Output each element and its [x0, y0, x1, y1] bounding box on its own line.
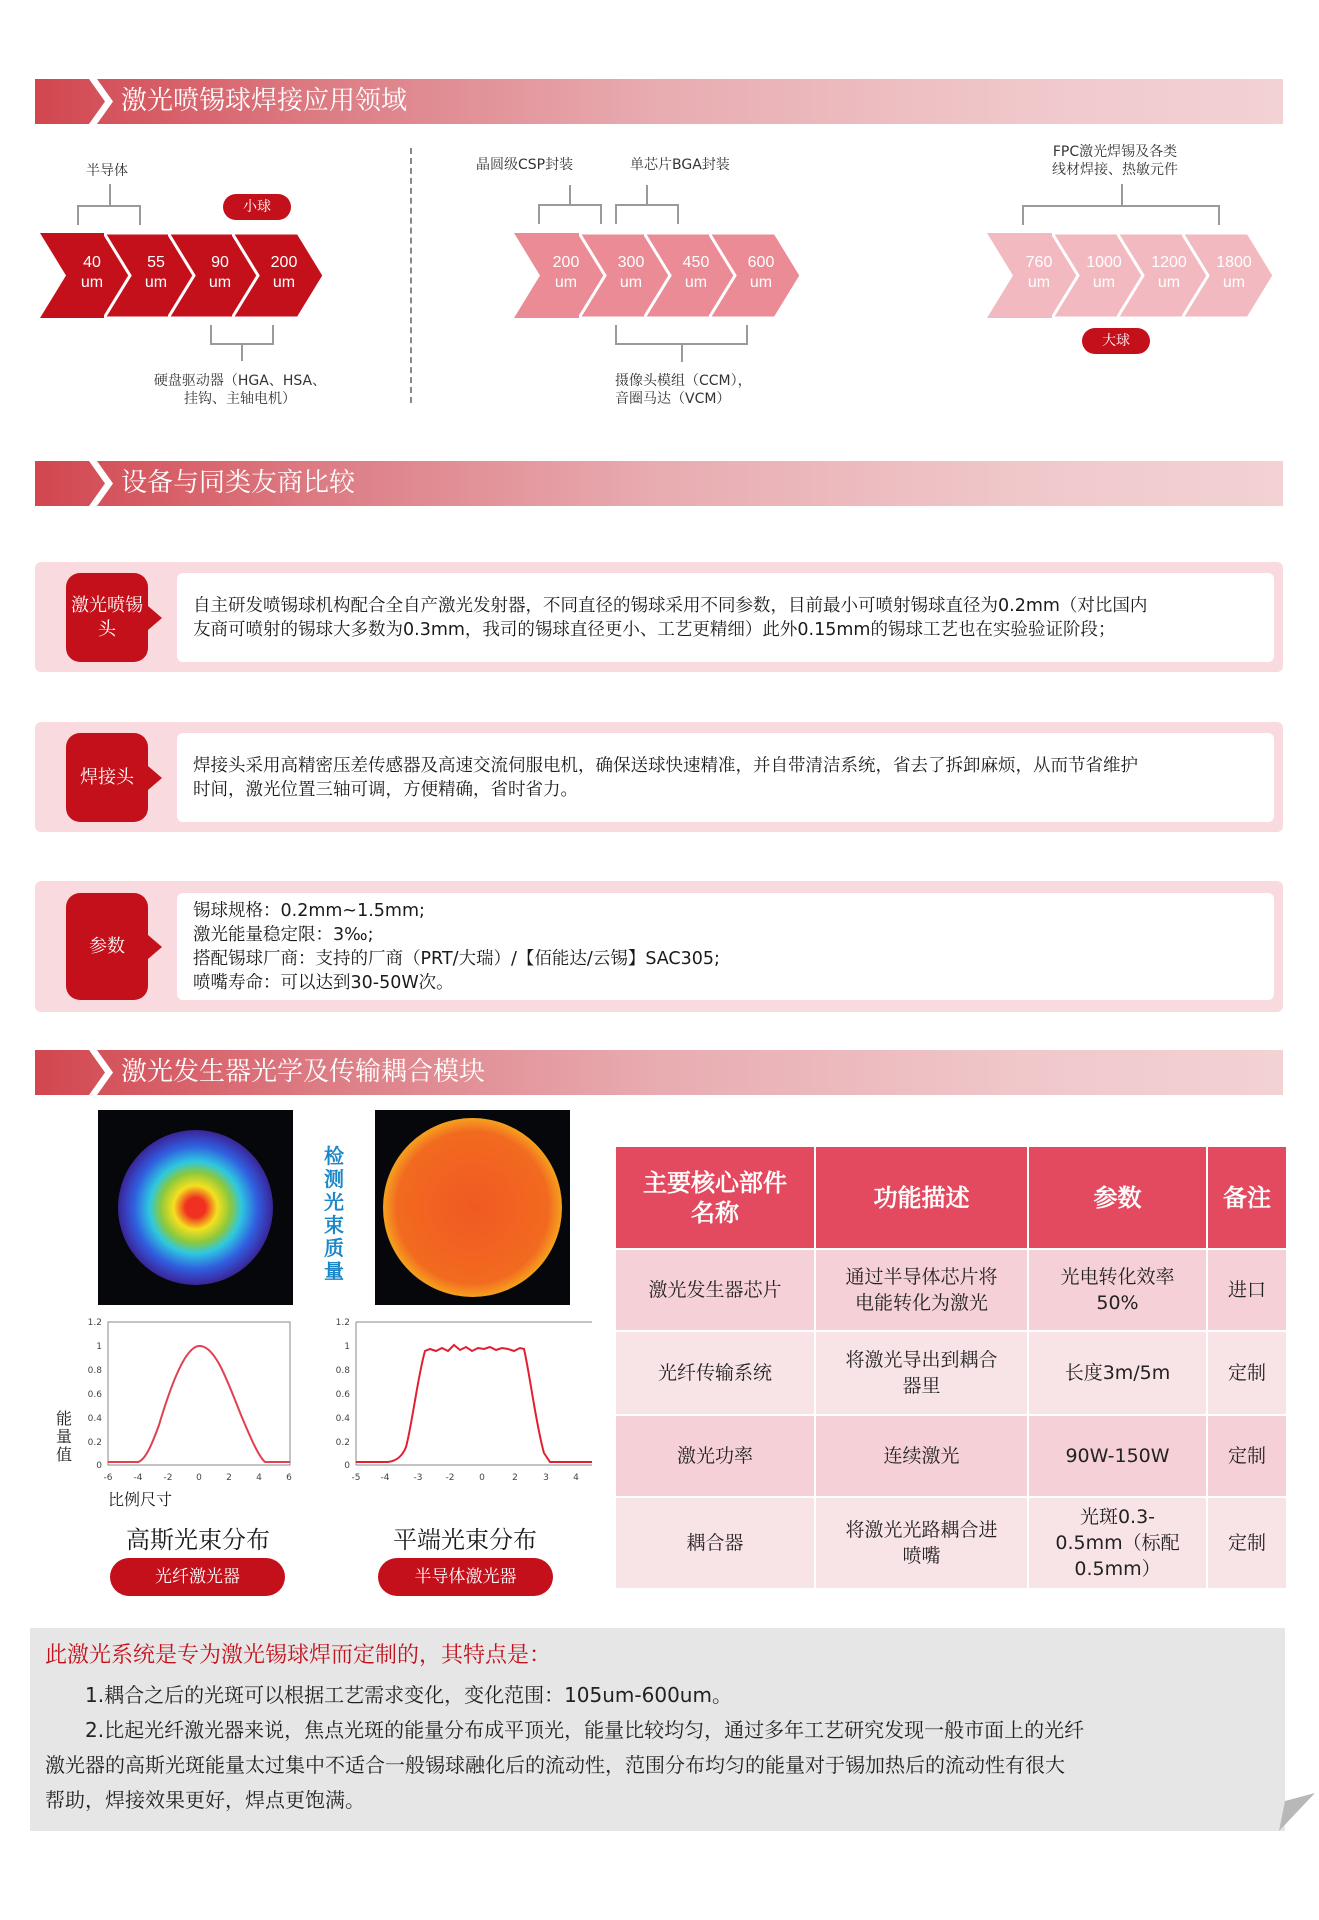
section-header-laser-module: [35, 1050, 1283, 1095]
bracket: [1022, 205, 1220, 225]
label-bga: 单芯片BGA封装: [630, 157, 730, 173]
x-axis-label: 比例尺寸: [108, 1490, 173, 1509]
chevron-600um: 600 um: [709, 233, 799, 318]
table-row: [616, 1416, 1286, 1496]
svg-text:1: 1: [96, 1342, 102, 1352]
svg-text:0.8: 0.8: [335, 1366, 350, 1376]
bracket: [538, 204, 602, 224]
cell-param: 长度3m/5m: [1029, 1332, 1206, 1414]
cell-param: 光斑0.3- 0.5mm（标配 0.5mm）: [1029, 1498, 1206, 1588]
chevron-55um: 55 um: [104, 233, 194, 318]
bracket: [77, 205, 141, 225]
tab-notch: [148, 935, 162, 959]
chevron-90um: 90 um: [168, 233, 258, 318]
bracket-stem: [1121, 184, 1123, 206]
svg-text:0.2: 0.2: [87, 1438, 102, 1448]
cell-desc: 通过半导体芯片将 电能转化为激光: [816, 1250, 1027, 1330]
cell-name: 耦合器: [616, 1498, 814, 1588]
feature-description: 焊接头采用高精密压差传感器及高速交流伺服电机，确保送球快速精准，并自带清洁系统，省去了拆卸麻烦，从而节省维护 时间，激光位置三轴可调，方便精确，省时省力。: [177, 733, 1274, 822]
svg-text:2: 2: [512, 1473, 518, 1483]
column-header-params: 参数: [1029, 1147, 1206, 1248]
feature-description: 自主研发喷锡球机构配合全自产激光发射器，不同直径的锡球采用不同参数，目前最小可喷射锡球直径为0.2mm（对比国内 友商可喷射的锡球大多数为0.3mm，我司的锡球直径更小、工艺更精细）此外0.15mm的锡球工艺也在实验验证阶段；: [177, 573, 1274, 662]
chevron-300um: 300 um: [579, 233, 669, 318]
large-ball-badge: 大球: [1082, 328, 1150, 354]
bracket-stem: [241, 344, 243, 361]
svg-text:0: 0: [344, 1461, 350, 1471]
chevron-40um: 40 um: [40, 233, 130, 318]
feature-tab-label: 激光喷锡头: [66, 573, 148, 662]
core-components-table: [614, 1145, 1288, 1590]
feature-card-nozzle: [35, 562, 1283, 672]
section-header-applications: [35, 79, 1283, 124]
svg-text:0.4: 0.4: [335, 1414, 350, 1424]
cell-note: 进口: [1208, 1250, 1286, 1330]
small-ball-badge: 小球: [223, 194, 291, 220]
cell-desc: 将激光光路耦合进 喷嘴: [816, 1498, 1027, 1588]
table-header-row: [616, 1147, 1286, 1248]
svg-text:-6: -6: [103, 1473, 113, 1483]
chevron-1200um: 1200 um: [1117, 233, 1207, 318]
svg-text:0: 0: [479, 1473, 485, 1483]
column-header-function: 功能描述: [816, 1147, 1027, 1248]
section-title: 激光喷锡球焊接应用领域: [121, 86, 408, 116]
summary-point-1: 1.耦合之后的光斑可以根据工艺需求变化，变化范围：105um-600um。: [85, 1683, 732, 1707]
chevron-200um: 200 um: [232, 233, 322, 318]
summary-heading: 此激光系统是专为激光锡球焊而定制的，其特点是：: [45, 1643, 552, 1668]
chevron-right-icon: [89, 1050, 119, 1095]
fiber-laser-button[interactable]: 光纤激光器: [110, 1558, 285, 1596]
svg-text:0.2: 0.2: [335, 1438, 350, 1448]
svg-text:-5: -5: [351, 1473, 361, 1483]
label-hdd: 硬盘驱动器（HGA、HSA、 挂钩、主轴电机）: [153, 373, 327, 407]
svg-text:0: 0: [196, 1473, 202, 1483]
svg-text:0.4: 0.4: [87, 1414, 102, 1424]
table-row: [616, 1250, 1286, 1330]
bracket: [615, 325, 748, 345]
svg-text:0.6: 0.6: [335, 1390, 350, 1400]
tab-notch: [148, 766, 162, 790]
divider: [410, 148, 412, 403]
gaussian-caption: 高斯光束分布: [126, 1526, 270, 1554]
table-row: [616, 1498, 1286, 1588]
section-header-comparison: [35, 461, 1283, 506]
svg-text:3: 3: [543, 1473, 549, 1483]
gaussian-beam-image: [98, 1110, 293, 1305]
chevron-1800um: 1800 um: [1182, 233, 1272, 318]
label-semiconductor: 半导体: [86, 163, 128, 179]
gaussian-profile-chart: [75, 1315, 300, 1490]
bracket-stem: [569, 185, 571, 205]
cell-note: 定制: [1208, 1416, 1286, 1496]
bracket: [210, 325, 274, 345]
svg-text:-2: -2: [445, 1473, 455, 1483]
svg-text:0.6: 0.6: [87, 1390, 102, 1400]
svg-text:0.8: 0.8: [87, 1366, 102, 1376]
label-ccm-vcm: 摄像头模组（CCM）， 音圈马达（VCM）: [615, 373, 752, 407]
feature-card-params: [35, 881, 1283, 1012]
cell-name: 激光功率: [616, 1416, 814, 1496]
feature-description: 锡球规格：0.2mm~1.5mm; 激光能量稳定限：3‰; 搭配锡球厂商：支持的厂商（PRT/大瑞）/【佰能达/云锡】SAC305; 喷嘴寿命：可以达到30-50W次。: [177, 893, 1274, 1000]
svg-text:1.2: 1.2: [335, 1318, 350, 1328]
cell-desc: 连续激光: [816, 1416, 1027, 1496]
bracket: [615, 204, 679, 224]
cell-desc: 将激光导出到耦合 器里: [816, 1332, 1027, 1414]
bracket-stem: [109, 184, 111, 206]
chevron-450um: 450 um: [644, 233, 734, 318]
cell-name: 光纤传输系统: [616, 1332, 814, 1414]
feature-tab-label: 焊接头: [66, 733, 148, 822]
chevron-760um: 760 um: [987, 233, 1077, 318]
cell-note: 定制: [1208, 1498, 1286, 1588]
cell-note: 定制: [1208, 1332, 1286, 1414]
feature-tab-label: 参数: [66, 893, 148, 1000]
svg-text:-4: -4: [380, 1473, 390, 1483]
feature-card-welding-head: [35, 722, 1283, 832]
semiconductor-laser-button[interactable]: 半导体激光器: [378, 1558, 553, 1596]
column-header-name: 主要核心部件 名称: [616, 1147, 814, 1248]
bracket-stem: [681, 344, 683, 362]
svg-text:-3: -3: [413, 1473, 423, 1483]
page-fold-icon: [1277, 1791, 1317, 1831]
chevron-right-icon: [89, 79, 119, 124]
label-fpc: FPC激光焊锡及各类 线材焊接、热敏元件: [1052, 144, 1178, 178]
flat-top-caption: 平端光束分布: [393, 1526, 537, 1554]
svg-text:6: 6: [286, 1473, 292, 1483]
svg-text:0: 0: [96, 1461, 102, 1471]
svg-text:4: 4: [573, 1473, 579, 1483]
svg-text:1.2: 1.2: [87, 1318, 102, 1328]
summary-note: [30, 1628, 1285, 1831]
chevron-200um: 200 um: [514, 233, 604, 318]
summary-point-2: 2.比起光纤激光器来说，焦点光斑的能量分布成平顶光，能量比较均匀，通过多年工艺研究发现一般市面上的光纤 激光器的高斯光斑能量太过集中不适合一般锡球融化后的流动性，范围分布均匀的能量对于锡加热后的流动性有很大 帮助，焊接效果更好，焊点更饱满。: [45, 1718, 1085, 1812]
beam-quality-title: 检 测 光 束 质 量: [324, 1144, 344, 1283]
section-title: 设备与同类友商比较: [121, 468, 356, 498]
section-title: 激光发生器光学及传输耦合模块: [121, 1057, 486, 1087]
column-header-notes: 备注: [1208, 1147, 1286, 1248]
cell-name: 激光发生器芯片: [616, 1250, 814, 1330]
bracket-stem: [646, 185, 648, 205]
chevron-1000um: 1000 um: [1052, 233, 1142, 318]
svg-text:4: 4: [256, 1473, 262, 1483]
chevron-right-icon: [89, 461, 119, 506]
svg-text:2: 2: [226, 1473, 232, 1483]
cell-param: 90W-150W: [1029, 1416, 1206, 1496]
svg-text:1: 1: [344, 1342, 350, 1352]
cell-param: 光电转化效率 50%: [1029, 1250, 1206, 1330]
flat-top-beam-image: [375, 1110, 570, 1305]
label-csp: 晶圆级CSP封装: [476, 157, 574, 173]
svg-text:-2: -2: [163, 1473, 173, 1483]
flat-top-profile-chart: [322, 1315, 597, 1490]
y-axis-label: 能 量 值: [55, 1409, 72, 1464]
tab-notch: [148, 606, 162, 630]
svg-text:-4: -4: [133, 1473, 143, 1483]
table-row: [616, 1332, 1286, 1414]
